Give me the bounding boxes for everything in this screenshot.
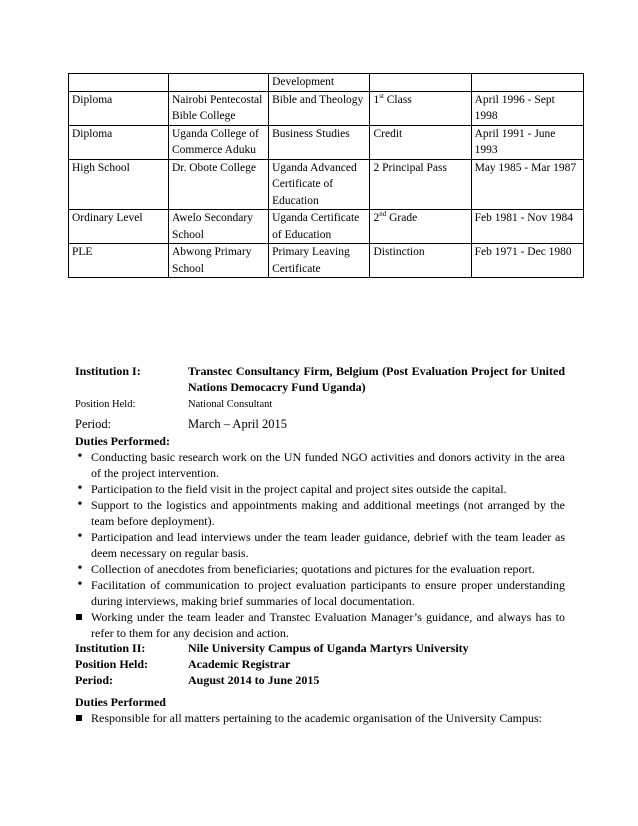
table-row xyxy=(69,125,584,159)
grade-text: Credit xyxy=(373,127,403,140)
table-cell-institution: Awelo Secondary School xyxy=(168,210,268,244)
table-cell-period: Feb 1971 - Dec 1980 xyxy=(471,244,583,278)
table-row xyxy=(69,74,584,92)
table-cell-qualification: Ordinary Level xyxy=(69,210,169,244)
round-bullet-icon: • xyxy=(77,577,83,592)
list-item xyxy=(75,577,565,609)
table-cell-period: April 1991 - June 1993 xyxy=(471,125,583,159)
duty-text: Participation and lead interviews under the team leader guidance, debrief with the team leader as deem necessary on regular basis. xyxy=(91,530,565,560)
table-cell-course: Primary Leaving Certificate xyxy=(269,244,370,278)
period-2-row xyxy=(75,672,565,688)
table-cell-grade xyxy=(370,244,471,278)
position-2-row xyxy=(75,656,565,672)
table-cell-period: Feb 1981 - Nov 1984 xyxy=(471,210,583,244)
table-row xyxy=(69,244,584,278)
table-cell-institution: Abwong Primary School xyxy=(168,244,268,278)
duty-text: Responsible for all matters pertaining to the academic organisation of the University Campus: xyxy=(91,711,543,725)
duties-2-section xyxy=(75,694,565,726)
square-bullet-icon xyxy=(76,614,82,620)
position-1-row xyxy=(75,397,565,413)
list-item xyxy=(75,609,565,641)
institution-2-label: Institution II: xyxy=(75,641,146,655)
list-item xyxy=(75,710,565,726)
table-cell-period: April 1996 - Sept 1998 xyxy=(471,91,583,125)
list-item xyxy=(75,449,565,481)
period-2-label: Period: xyxy=(75,673,113,687)
table-cell-grade xyxy=(370,91,471,125)
square-bullet-icon xyxy=(76,715,82,721)
education-table xyxy=(68,73,584,278)
period-2-value: August 2014 to June 2015 xyxy=(188,673,320,687)
round-bullet-icon: • xyxy=(77,561,83,576)
duties-1-heading: Duties Performed: xyxy=(75,434,170,448)
grade-superscript: st xyxy=(379,91,384,100)
position-2-label: Position Held: xyxy=(75,657,149,671)
round-bullet-icon: • xyxy=(77,449,83,464)
duties-1-section xyxy=(75,433,565,641)
institution-1-name: Transtec Consultancy Firm, Belgium (Post Evaluation Project for United Nations Democacry Fund Uganda) xyxy=(188,364,565,394)
table-cell-qualification xyxy=(69,74,169,92)
grade-superscript: nd xyxy=(379,210,387,219)
position-2-value: Academic Registrar xyxy=(188,657,291,671)
grade-text: 2 Principal Pass xyxy=(373,161,447,174)
institution-1-label: Institution I: xyxy=(75,364,141,378)
table-cell-grade xyxy=(370,125,471,159)
institution-2-name: Nile University Campus of Uganda Martyrs University xyxy=(188,641,469,655)
table-cell-qualification: PLE xyxy=(69,244,169,278)
table-cell-grade xyxy=(370,210,471,244)
list-item xyxy=(75,497,565,529)
table-cell-institution: Nairobi Pentecostal Bible College xyxy=(168,91,268,125)
institution-2-row xyxy=(75,640,565,656)
grade-text: 1 xyxy=(373,93,380,106)
round-bullet-icon: • xyxy=(77,497,83,512)
table-cell-grade xyxy=(370,74,471,92)
table-cell-period: May 1985 - Mar 1987 xyxy=(471,159,583,210)
institution-1-section xyxy=(75,363,565,432)
duty-text: Working under the team leader and Transtec Evaluation Manager’s guidance, and always has to refer to them for any decision and action. xyxy=(91,610,565,640)
table-cell-course: Bible and Theology xyxy=(269,91,370,125)
institution-1-row xyxy=(75,363,565,395)
table-cell-qualification: High School xyxy=(69,159,169,210)
table-row xyxy=(69,159,584,210)
list-item xyxy=(75,481,565,497)
grade-suffix: Grade xyxy=(386,212,418,224)
grade-text: 2 xyxy=(373,212,380,224)
table-cell-period xyxy=(471,74,583,92)
institution-2-section xyxy=(75,640,565,688)
table-cell-qualification: Diploma xyxy=(69,125,169,159)
round-bullet-icon: • xyxy=(77,481,83,496)
grade-suffix: Class xyxy=(383,93,412,106)
period-1-label: Period: xyxy=(75,417,112,431)
table-cell-institution: Uganda College of Commerce Aduku xyxy=(168,125,268,159)
duties-1-list xyxy=(75,449,565,641)
table-cell-course: Uganda Advanced Certificate of Education xyxy=(269,159,370,210)
table-cell-course: Development xyxy=(269,74,370,92)
period-1-row xyxy=(75,416,565,432)
period-1-value: March – April 2015 xyxy=(188,417,287,431)
table-cell-course: Uganda Certificate of Education xyxy=(269,210,370,244)
list-item xyxy=(75,529,565,561)
grade-text: Distinction xyxy=(373,246,425,258)
duty-text: Facilitation of communication to project evaluation participants to ensure proper understanding during interviews, making brief summaries of local documentation. xyxy=(91,578,565,608)
position-1-label: Position Held: xyxy=(75,399,136,410)
table-cell-qualification: Diploma xyxy=(69,91,169,125)
duty-text: Collection of anecdotes from beneficiaries; quotations and pictures for the evaluation report. xyxy=(91,562,535,576)
table-row xyxy=(69,91,584,125)
table-row xyxy=(69,210,584,244)
duty-text: Support to the logistics and appointments making and additional meetings (not arranged by the team before deployment). xyxy=(91,498,565,528)
round-bullet-icon: • xyxy=(77,529,83,544)
duties-2-heading: Duties Performed xyxy=(75,695,166,709)
duties-2-list xyxy=(75,710,565,726)
table-cell-course: Business Studies xyxy=(269,125,370,159)
table-cell-grade xyxy=(370,159,471,210)
position-1-value: National Consultant xyxy=(188,399,273,410)
duty-text: Participation to the field visit in the project capital and project sites outside the capital. xyxy=(91,482,507,496)
table-cell-institution: Dr. Obote College xyxy=(168,159,268,210)
list-item xyxy=(75,561,565,577)
table-cell-institution xyxy=(168,74,268,92)
duty-text: Conducting basic research work on the UN funded NGO activities and donors activity in the area of the project intervention. xyxy=(91,450,565,480)
